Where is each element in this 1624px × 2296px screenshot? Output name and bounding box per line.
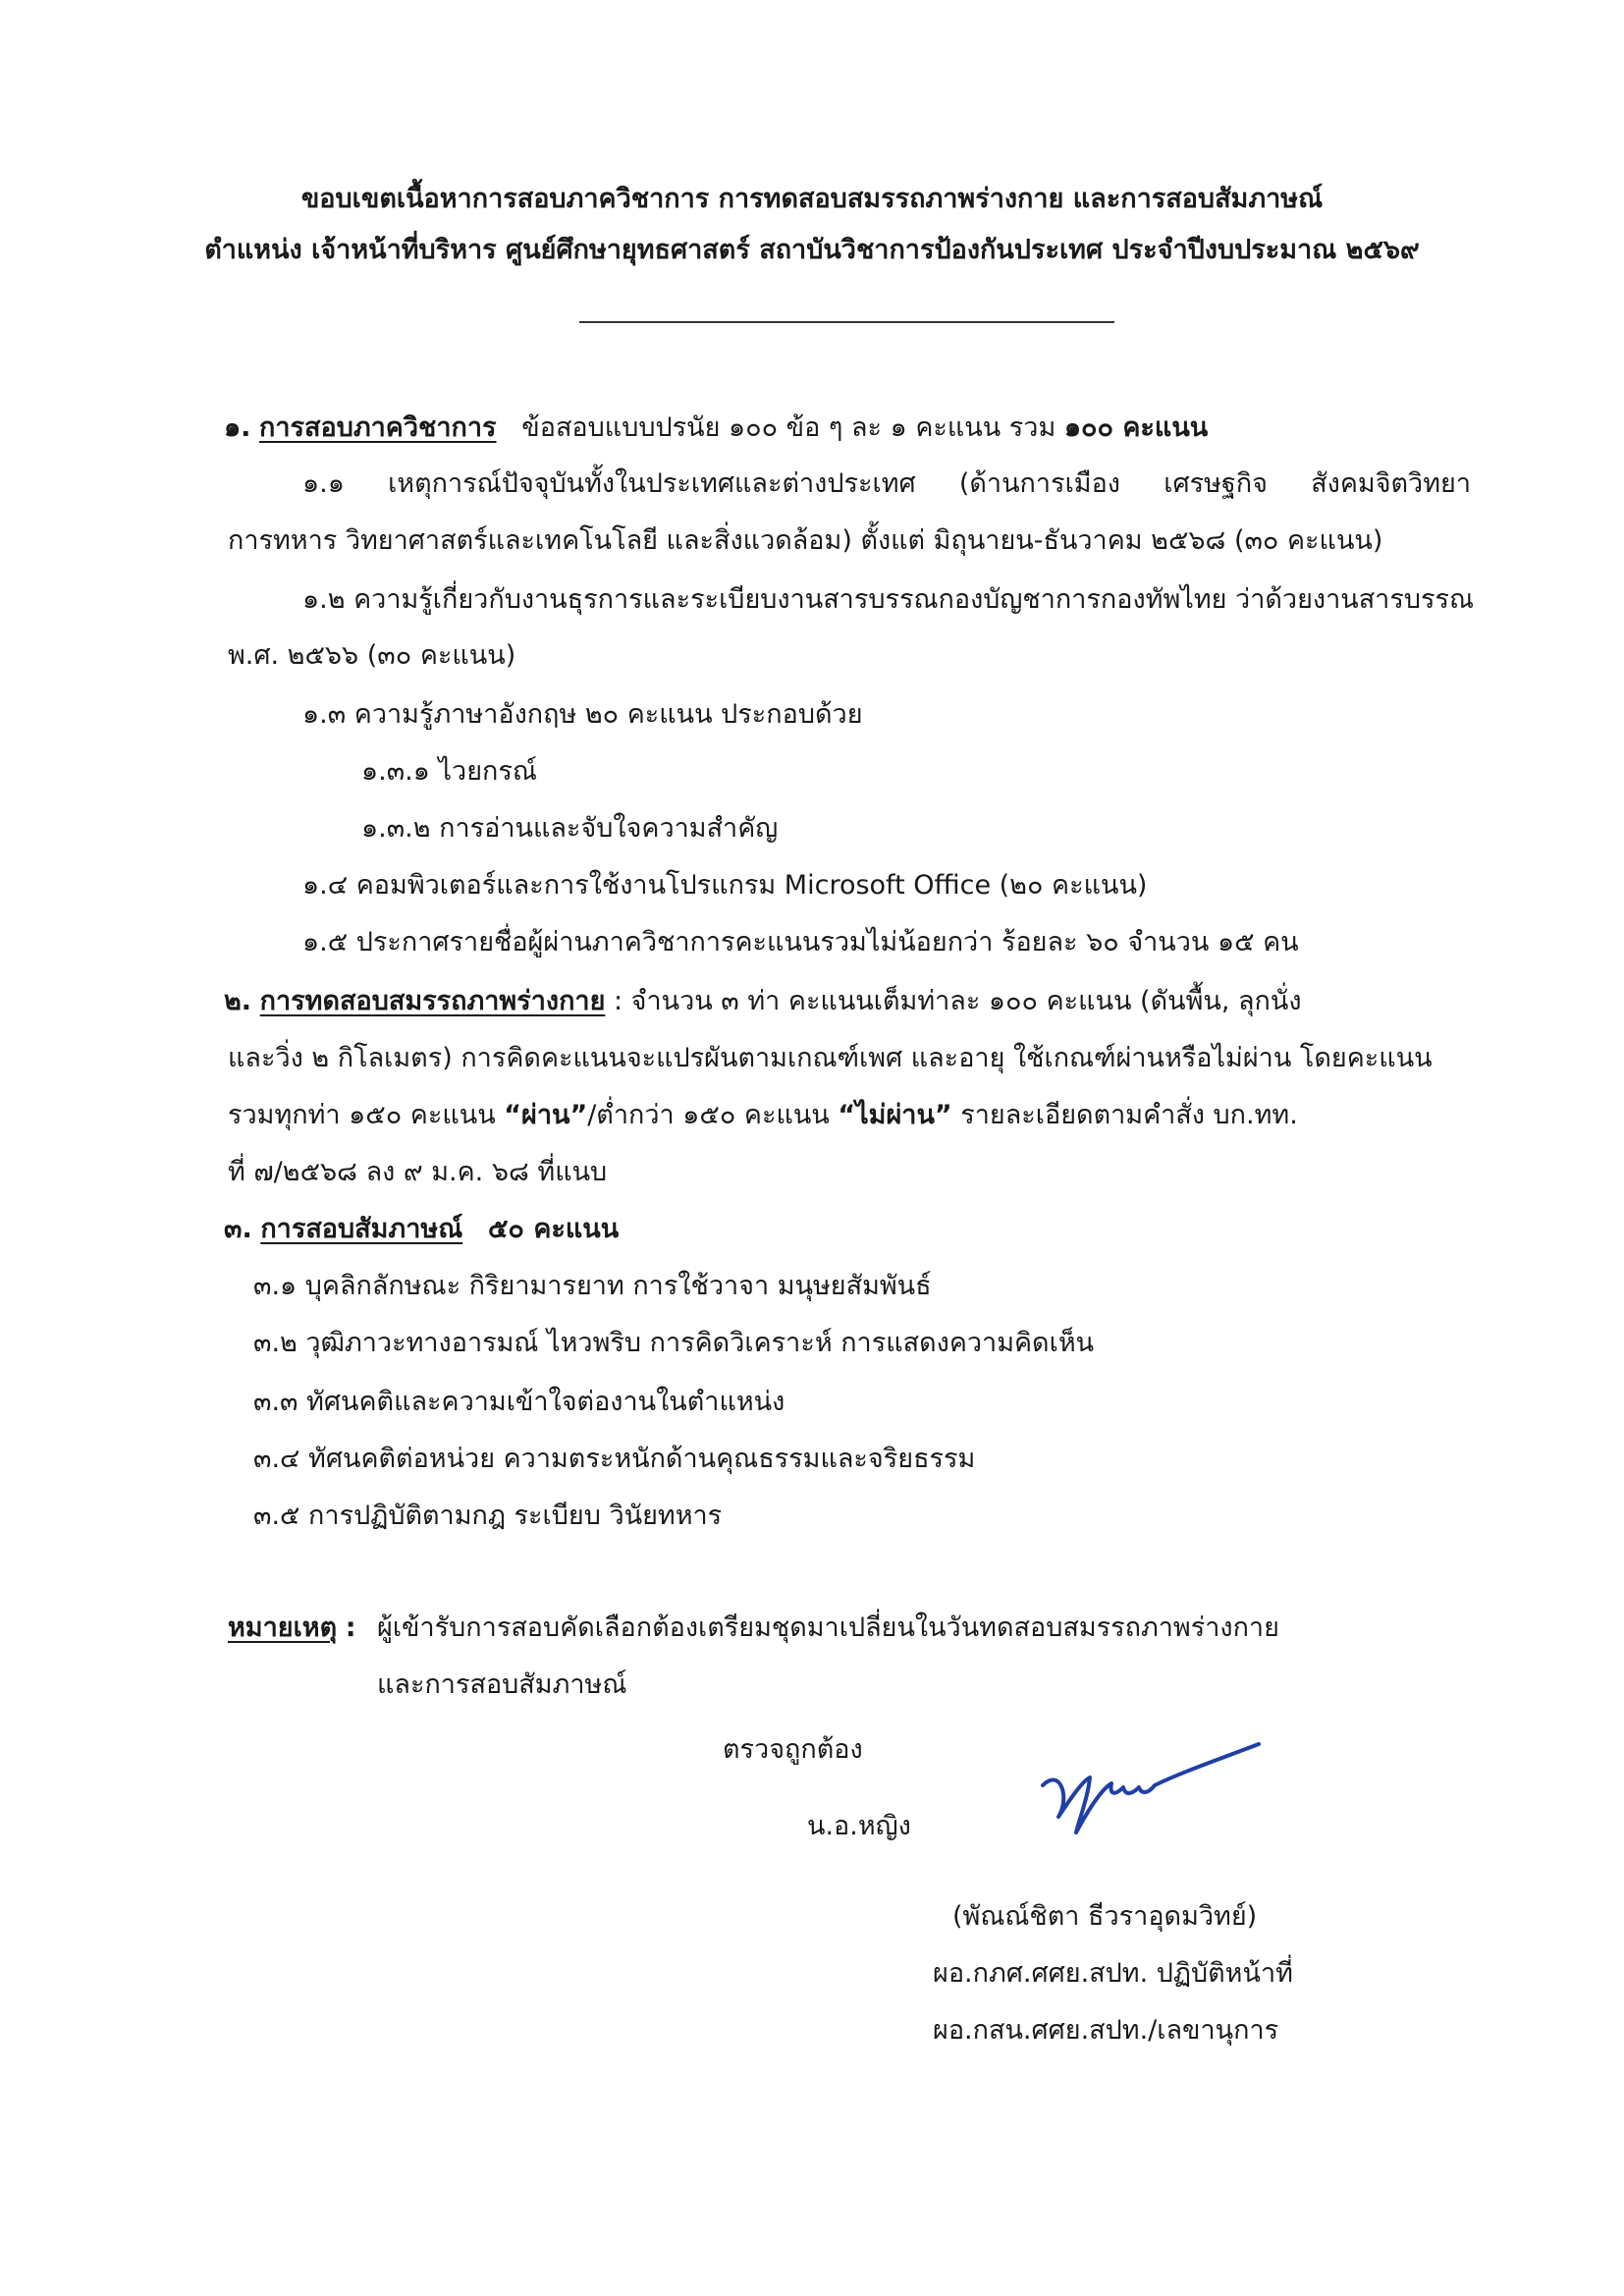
- section2-heading-line: [224, 984, 1302, 1019]
- section3-total: ๕๐ คะแนน: [488, 1214, 620, 1244]
- note-line2: และการสอบสัมภาษณ์: [377, 1669, 627, 1700]
- signer-name: (พัณณ์ชิตา ธีวราอุดมวิทย์): [952, 1901, 1258, 1932]
- signature-image: [1031, 1738, 1267, 1846]
- rank-text: น.อ.หญิง: [807, 1811, 911, 1841]
- fail-label: “ไม่ผ่าน”: [838, 1100, 952, 1130]
- section2-line4: ที่ ๗/๒๕๖๘ ลง ๙ ม.ค. ๖๘ ที่แนบ: [228, 1157, 608, 1187]
- item-1-3-1: ๑.๓.๑ ไวยกรณ์: [361, 756, 537, 787]
- item-1-3-2: ๑.๓.๒ การอ่านและจับใจความสำคัญ: [361, 813, 779, 844]
- signer-position1: ผอ.กภศ.ศศย.สปท. ปฏิบัติหน้าที่: [933, 1958, 1293, 1989]
- section2-line3: รวมทุกท่า ๑๕๐ คะแนน “ผ่าน”/ต่ำกว่า ๑๕๐ คะแนน “ไม่ผ่าน” รายละเอียดตามคำสั่ง บก.ทท.: [228, 1100, 1298, 1130]
- title-divider: [579, 321, 1114, 323]
- section3-number: ๓.: [224, 1214, 252, 1244]
- section1-heading: การสอบภาควิชาการ: [259, 412, 497, 443]
- document-title-line2: ตำแหน่ง เจ้าหน้าที่บริหาร ศูนย์ศึกษายุทธศาสตร์ สถาบันวิชาการป้องกันประเทศ ประจำปีงบประมาณ ๒๕๖๙: [204, 235, 1420, 265]
- section3-heading: การสอบสัมภาษณ์: [260, 1214, 463, 1244]
- item-1-1-line2: การทหาร วิทยาศาสตร์และเทคโนโลยี และสิ่งแวดล้อม) ตั้งแต่ มิถุนายน-ธันวาคม ๒๕๖๘ (๓๐ คะแนน): [228, 525, 1383, 556]
- section3-heading-line: [224, 1212, 619, 1247]
- note-label: หมายเหตุ: [228, 1613, 338, 1643]
- section1-number: ๑.: [224, 412, 251, 443]
- document-title-line1: ขอบเขตเนื้อหาการสอบภาควิชาการ การทดสอบสมรรถภาพร่างกาย และการสอบสัมภาษณ์: [300, 184, 1324, 214]
- section1-heading-line: [224, 410, 1208, 446]
- item-3-5: ๓.๕ การปฏิบัติตามกฎ ระเบียบ วินัยทหาร: [253, 1501, 723, 1531]
- section1-total: ๑๐๐ คะแนน: [1063, 412, 1209, 443]
- pass-label: “ผ่าน”: [504, 1100, 588, 1130]
- item-1-5: ๑.๕ ประกาศรายชื่อผู้ผ่านภาควิชาการคะแนนรวมไม่น้อยกว่า ร้อยละ ๖๐ จำนวน ๑๕ คน: [302, 927, 1299, 957]
- section2-line2: และวิ่ง ๒ กิโลเมตร) การคิดคะแนนจะแปรผันตามเกณฑ์เพศ และอายุ ใช้เกณฑ์ผ่านหรือไม่ผ่าน โดยคะแนน: [228, 1043, 1433, 1073]
- section1-desc: ข้อสอบแบบปรนัย ๑๐๐ ข้อ ๆ ละ ๑ คะแนน รวม: [521, 412, 1056, 443]
- verified-text: ตรวจถูกต้อง: [723, 1734, 863, 1765]
- item-1-4: ๑.๔ คอมพิวเตอร์และการใช้งานโปรแกรม Microsoft Office (๒๐ คะแนน): [302, 870, 1148, 901]
- note-line1: ผู้เข้ารับการสอบคัดเลือกต้องเตรียมชุดมาเปลี่ยนในวันทดสอบสมรรถภาพร่างกาย: [377, 1613, 1279, 1643]
- section2-line1-rest: : จำนวน ๓ ท่า คะแนนเต็มท่าละ ๑๐๐ คะแนน (ดันพื้น, ลุกนั่ง: [605, 986, 1302, 1016]
- item-1-2-line2: พ.ศ. ๒๕๖๖ (๓๐ คะแนน): [228, 640, 516, 671]
- section2-number: ๒.: [224, 986, 252, 1016]
- item-3-4: ๓.๔ ทัศนคติต่อหน่วย ความตระหนักด้านคุณธรรมและจริยธรรม: [253, 1444, 976, 1474]
- item-3-1: ๓.๑ บุคลิกลักษณะ กิริยามารยาท การใช้วาจา มนุษยสัมพันธ์: [253, 1271, 932, 1301]
- item-1-1-line1: ๑.๑ เหตุการณ์ปัจจุบันทั้งในประเทศและต่างประเทศ (ด้านการเมือง เศรษฐกิจ สังคมจิตวิทยา: [302, 468, 1471, 499]
- item-1-3: ๑.๓ ความรู้ภาษาอังกฤษ ๒๐ คะแนน ประกอบด้วย: [302, 699, 863, 730]
- signer-position2: ผอ.กสน.ศศย.สปท./เลขานุการ: [933, 2015, 1279, 2046]
- item-3-3: ๓.๓ ทัศนคติและความเข้าใจต่องานในตำแหน่ง: [253, 1387, 785, 1417]
- section2-heading: การทดสอบสมรรถภาพร่างกาย: [259, 986, 606, 1016]
- note-label-line: หมายเหตุ :: [228, 1613, 356, 1643]
- item-1-2-line1: ๑.๒ ความรู้เกี่ยวกับงานธุรการและระเบียบงานสารบรรณกองบัญชาการกองทัพไทย ว่าด้วยงานสารบรรณ: [302, 584, 1475, 615]
- item-3-2: ๓.๒ วุฒิภาวะทางอารมณ์ ไหวพริบ การคิดวิเคราะห์ การแสดงความคิดเห็น: [253, 1328, 1095, 1358]
